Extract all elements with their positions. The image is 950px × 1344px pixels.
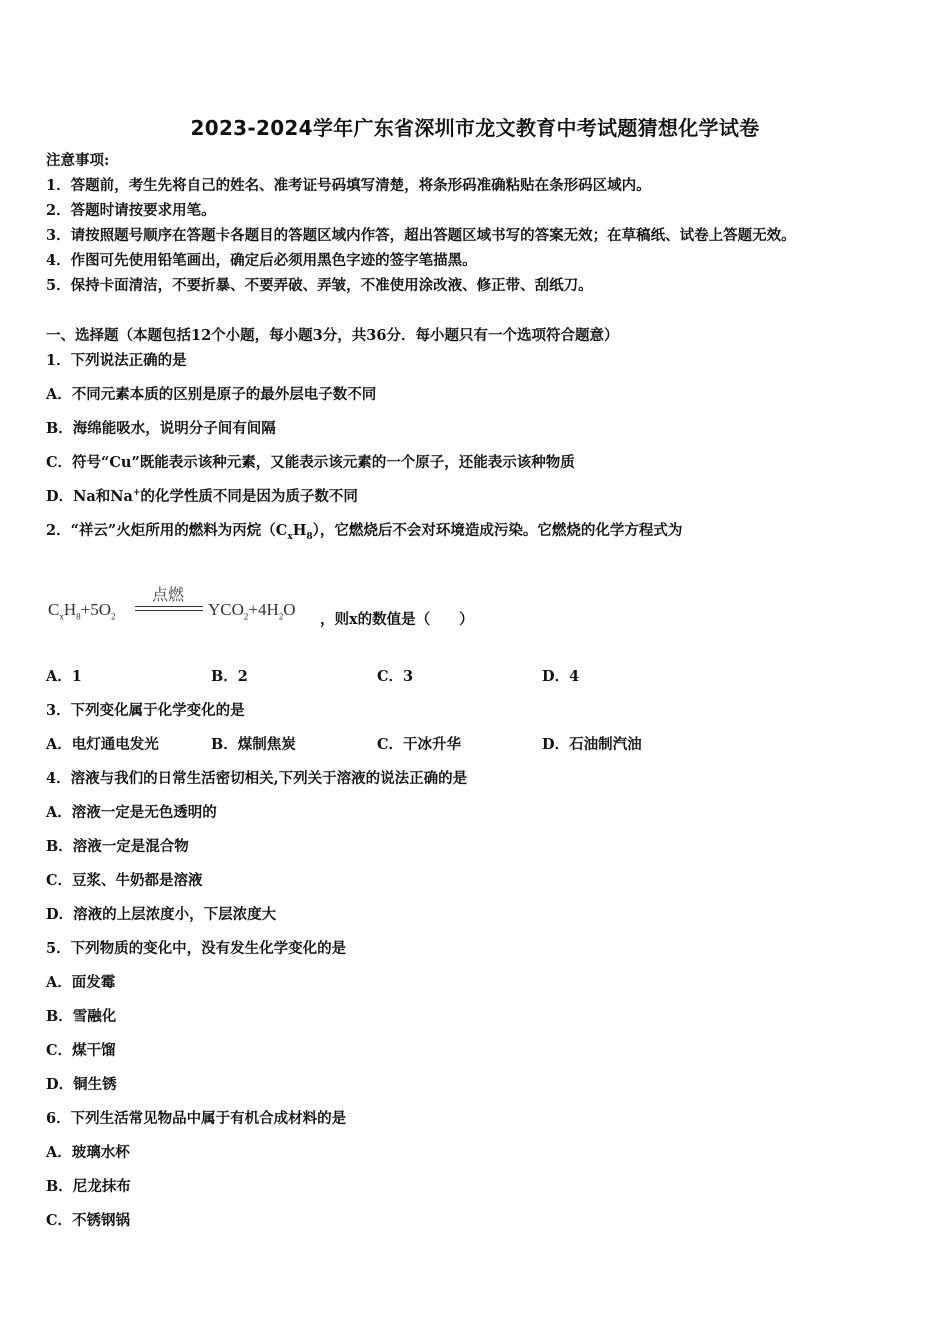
question-2-option-c: C．3: [377, 668, 414, 685]
question-4-stem: 4．溶液与我们的日常生活密切相关,下列关于溶液的说法正确的是: [46, 770, 468, 787]
equation-bar-bottom: [135, 610, 203, 611]
equation-condition: 点燃: [152, 585, 185, 604]
question-4-option-b: B．溶液一定是混合物: [46, 838, 189, 855]
q1-d-post: 的化学性质不同是因为质子数不同: [140, 488, 358, 505]
question-6-option-b: B．尼龙抹布: [46, 1178, 131, 1195]
question-4-option-c: C．豆浆、牛奶都是溶液: [46, 872, 203, 889]
notice-item-1: 1．答题前，考生先将自己的姓名、准考证号码填写清楚，将条形码准确粘贴在条形码区域内。: [46, 177, 651, 194]
question-1-option-d: [46, 487, 358, 507]
question-3-option-c: C．干冰升华: [377, 736, 462, 753]
q2-stem-mid: H: [292, 522, 307, 539]
question-6-option-c: C．不锈钢锅: [46, 1212, 131, 1229]
equation-bar-top: [135, 606, 203, 607]
notice-item-5: 5．保持卡面清洁，不要折暴、不要弄破、弄皱，不准使用涂改液、修正带、刮纸刀。: [46, 277, 593, 294]
question-3-option-d: D．石油制汽油: [542, 736, 642, 753]
question-4-option-d: D．溶液的上层浓度小，下层浓度大: [46, 906, 277, 923]
q2-stem-sub: x: [287, 531, 293, 542]
q1-d-sup: +: [132, 488, 141, 499]
question-5-stem: 5．下列物质的变化中，没有发生化学变化的是: [46, 940, 347, 957]
question-2-stem: [46, 521, 682, 541]
question-5-option-d: D．铜生锈: [46, 1076, 117, 1093]
equation-products: $YCO_2+4H_2O$: [208, 600, 296, 622]
equation-question: ，则x的数值是（ ）: [320, 611, 474, 628]
notice-heading: 注意事项:: [46, 152, 110, 169]
section-heading: 一、选择题（本题包括12个小题，每小题3分，共36分．每小题只有一个选项符合题意）: [46, 327, 619, 344]
question-2-option-d: D．4: [542, 668, 580, 685]
question-5-option-b: B．雪融化: [46, 1008, 117, 1025]
question-1-option-c: C．符号“Cu”既能表示该种元素，又能表示该元素的一个原子，还能表示该种物质: [46, 454, 575, 471]
question-6-stem: 6．下列生活常见物品中属于有机合成材料的是: [46, 1110, 347, 1127]
question-4-option-a: A．溶液一定是无色透明的: [46, 804, 217, 821]
question-1-stem: 1．下列说法正确的是: [46, 352, 187, 369]
question-1-option-b: B．海绵能吸水，说明分子间有间隔: [46, 420, 276, 437]
q2-stem-post: ），它燃烧后不会对环境造成污染。它燃烧的化学方程式为: [312, 522, 683, 539]
equation-reactants: $C_xH_8+5O_2$: [48, 600, 116, 622]
notice-item-2: 2．答题时请按要求用笔。: [46, 202, 216, 219]
q2-stem-sub2: 8: [306, 531, 313, 542]
question-2-option-a: A．1: [46, 668, 82, 685]
question-3-option-a: A．电灯通电发光: [46, 736, 159, 753]
question-5-option-a: A．面发霉: [46, 974, 116, 991]
notice-item-3: 3．请按照题号顺序在答题卡各题目的答题区域内作答，超出答题区域书写的答案无效；在草稿纸、试卷上答题无效。: [46, 227, 796, 244]
q1-d-pre: D．Na和Na: [46, 488, 133, 505]
question-3-stem: 3．下列变化属于化学变化的是: [46, 702, 245, 719]
question-6-option-a: A．玻璃水杯: [46, 1144, 130, 1161]
q2-stem-pre: 2．“祥云”火炬所用的燃料为丙烷（C: [46, 522, 288, 539]
notice-item-4: 4．作图可先使用铅笔画出，确定后必须用黑色字迹的签字笔描黑。: [46, 252, 477, 269]
question-3-option-b: B．煤制焦炭: [211, 736, 296, 753]
page-title: 2023-2024学年广东省深圳市龙文教育中考试题猜想化学试卷: [190, 116, 760, 140]
question-5-option-c: C．煤干馏: [46, 1042, 116, 1059]
question-2-option-b: B．2: [211, 668, 248, 685]
question-1-option-a: A．不同元素本质的区别是原子的最外层电子数不同: [46, 386, 377, 403]
